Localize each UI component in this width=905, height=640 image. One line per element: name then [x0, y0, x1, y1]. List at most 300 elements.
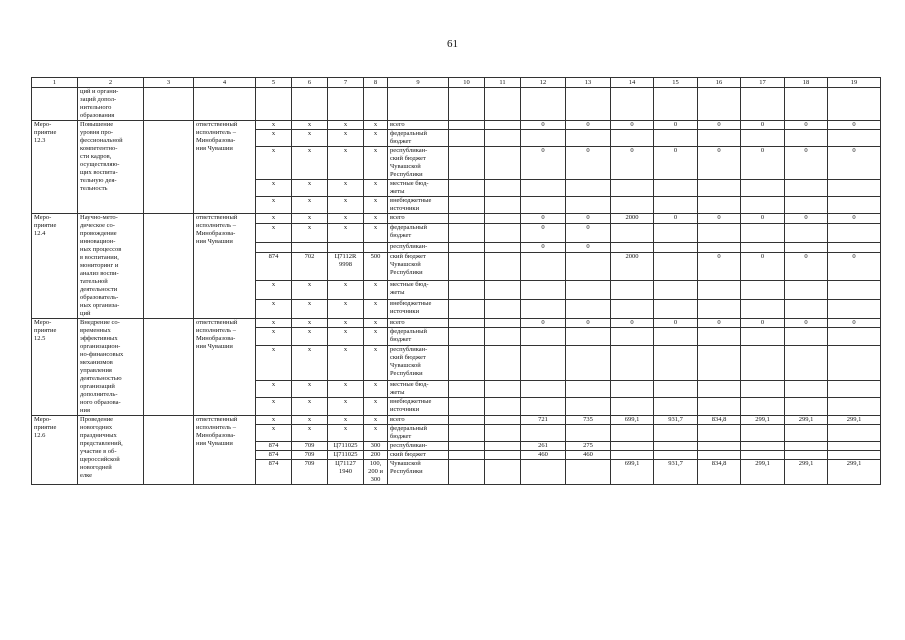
cell-year-value — [785, 425, 828, 442]
cell-vr: x — [364, 319, 388, 328]
cell-year-value — [698, 180, 741, 197]
cell-year-value — [521, 328, 566, 346]
cell-grbs: 874 — [256, 253, 292, 281]
cell-year-value — [654, 451, 698, 460]
cell-year-value — [828, 442, 881, 451]
cell-year-value — [654, 130, 698, 147]
cell-year-value: 299,1 — [741, 416, 785, 425]
cell-csr: x — [328, 299, 364, 318]
cell-grbs: x — [256, 425, 292, 442]
cell-year-value: 0 — [566, 214, 611, 224]
funding-source: внебюджетные источники — [388, 197, 449, 214]
cell-year-value — [449, 180, 485, 197]
cell-year-value: 0 — [611, 319, 654, 328]
cell-year-value — [449, 197, 485, 214]
measure-code: Меро- приятие 12.3 — [32, 121, 78, 214]
cell-year-value — [611, 224, 654, 243]
cell-grbs: x — [256, 224, 292, 243]
funding-source: местные бюд- жеты — [388, 281, 449, 300]
cell-year-value — [566, 346, 611, 380]
continuation-row — [32, 88, 881, 121]
cell-year-value — [785, 243, 828, 253]
cell-year-value — [521, 299, 566, 318]
cell-vr: x — [364, 197, 388, 214]
cell-year-value — [828, 425, 881, 442]
cell-year-value — [828, 328, 881, 346]
cell-rzpr: x — [292, 416, 328, 425]
cell-vr: x — [364, 380, 388, 398]
cell-empty — [256, 88, 292, 121]
cell-year-value — [654, 328, 698, 346]
cell-year-value — [611, 243, 654, 253]
cell-year-value — [741, 451, 785, 460]
cell-year-value — [485, 281, 521, 300]
measure-title: Повышение уровня про- фессиональной компетентно- сти кадров, осуществляю- щих воспита- тельную дея- тельность — [78, 121, 144, 214]
budget-table — [31, 77, 881, 485]
cell-year-value — [654, 346, 698, 380]
cell-rzpr: x — [292, 398, 328, 416]
cell-vr: x — [364, 299, 388, 318]
cell-year-value — [654, 243, 698, 253]
cell-year-value — [485, 224, 521, 243]
cell-year-value — [828, 243, 881, 253]
cell-year-value — [449, 398, 485, 416]
cell-year-value: 0 — [698, 121, 741, 130]
cell-rzpr: x — [292, 121, 328, 130]
cell-empty — [194, 88, 256, 121]
cell-csr: x — [328, 224, 364, 243]
cell-year-value — [449, 380, 485, 398]
cell-year-value — [449, 425, 485, 442]
cell-empty — [144, 88, 194, 121]
cell-year-value — [611, 197, 654, 214]
cell-year-value: 0 — [654, 214, 698, 224]
cell-year-value — [521, 346, 566, 380]
cell-year-value: 0 — [698, 319, 741, 328]
cell-year-value — [449, 147, 485, 180]
cell-year-value: 299,1 — [741, 460, 785, 485]
cell-year-value — [485, 121, 521, 130]
cell-year-value — [521, 253, 566, 281]
cell-year-value — [449, 328, 485, 346]
cell-year-value — [828, 224, 881, 243]
cell-csr: x — [328, 319, 364, 328]
cell-year-value — [566, 460, 611, 485]
cell-year-value: 834,8 — [698, 416, 741, 425]
cell-col3 — [144, 214, 194, 319]
cell-year-value — [741, 442, 785, 451]
cell-year-value — [741, 398, 785, 416]
funding-source: ский бюджет — [388, 451, 449, 460]
funding-source: ский бюджет Чувашской Республики — [388, 253, 449, 281]
cell-empty — [328, 88, 364, 121]
cell-year-value — [485, 214, 521, 224]
cell-vr: x — [364, 121, 388, 130]
cell-vr: x — [364, 180, 388, 197]
cell-year-value — [654, 197, 698, 214]
cell-year-value: 0 — [521, 243, 566, 253]
cell-year-value: 0 — [741, 214, 785, 224]
cell-year-value — [521, 197, 566, 214]
cell-csr — [328, 243, 364, 253]
cell-year-value — [521, 398, 566, 416]
cell-year-value — [828, 180, 881, 197]
cell-year-value: 0 — [521, 319, 566, 328]
cell-vr: x — [364, 416, 388, 425]
cell-year-value — [485, 130, 521, 147]
cell-csr: x — [328, 214, 364, 224]
cell-year-value — [449, 214, 485, 224]
cell-grbs: x — [256, 416, 292, 425]
cell-year-value: 0 — [741, 319, 785, 328]
column-header-6: 6 — [292, 78, 328, 88]
cell-year-value — [566, 380, 611, 398]
funding-source: внебюджетные источники — [388, 398, 449, 416]
funding-source: федеральный бюджет — [388, 328, 449, 346]
funding-source: федеральный бюджет — [388, 224, 449, 243]
cell-rzpr: x — [292, 425, 328, 442]
cell-year-value: 0 — [654, 319, 698, 328]
measure-title: Проведение новогодних праздничных представлений, участие в об- щероссийской новогодней елке — [78, 416, 144, 485]
cell-year-value — [485, 299, 521, 318]
column-header-1: 1 — [32, 78, 78, 88]
cell-year-value — [449, 346, 485, 380]
column-header-12: 12 — [521, 78, 566, 88]
cell-rzpr: x — [292, 380, 328, 398]
cell-rzpr: 709 — [292, 451, 328, 460]
cell-year-value — [785, 398, 828, 416]
cell-year-value: 0 — [521, 224, 566, 243]
cell-year-value: 0 — [828, 319, 881, 328]
table-row — [32, 319, 881, 328]
cell-rzpr — [292, 243, 328, 253]
cell-csr: x — [328, 398, 364, 416]
cell-year-value — [485, 451, 521, 460]
cell-year-value — [698, 130, 741, 147]
cell-col3 — [144, 121, 194, 214]
cell-csr: x — [328, 180, 364, 197]
cell-year-value — [698, 451, 741, 460]
cell-year-value — [785, 224, 828, 243]
cell-year-value — [741, 380, 785, 398]
cell-grbs: 874 — [256, 442, 292, 451]
cell-grbs: x — [256, 180, 292, 197]
cell-empty — [449, 88, 485, 121]
cell-vr: x — [364, 214, 388, 224]
cell-year-value — [485, 253, 521, 281]
cell-year-value — [785, 281, 828, 300]
cell-year-value: 2000 — [611, 253, 654, 281]
cell-year-value — [449, 281, 485, 300]
cell-year-value — [449, 416, 485, 425]
cell-vr: 100, 200 и 300 — [364, 460, 388, 485]
funding-source: федеральный бюджет — [388, 130, 449, 147]
cell-year-value — [698, 197, 741, 214]
cell-rzpr: x — [292, 319, 328, 328]
cell-vr: 300 — [364, 442, 388, 451]
cell-rzpr: x — [292, 224, 328, 243]
cell-year-value — [698, 224, 741, 243]
cell-year-value: 0 — [828, 214, 881, 224]
measure-code: Меро- приятие 12.4 — [32, 214, 78, 319]
cell-year-value — [828, 346, 881, 380]
funding-source: всего — [388, 319, 449, 328]
cell-vr: 500 — [364, 253, 388, 281]
cell-year-value: 0 — [785, 319, 828, 328]
cell-year-value — [741, 130, 785, 147]
cell-year-value — [828, 281, 881, 300]
cell-year-value: 0 — [741, 147, 785, 180]
cell-year-value — [741, 224, 785, 243]
cell-csr: x — [328, 328, 364, 346]
cell-year-value — [785, 328, 828, 346]
cell-year-value — [521, 425, 566, 442]
cell-year-value — [611, 346, 654, 380]
cell-vr: x — [364, 425, 388, 442]
cell-year-value — [698, 281, 741, 300]
cell-year-value: 0 — [611, 121, 654, 130]
cell-year-value: 0 — [566, 121, 611, 130]
cell-year-value: 0 — [698, 214, 741, 224]
cell-year-value — [698, 380, 741, 398]
column-header-18: 18 — [785, 78, 828, 88]
cell-year-value — [828, 398, 881, 416]
cell-year-value — [654, 180, 698, 197]
cell-year-value — [785, 451, 828, 460]
column-header-19: 19 — [828, 78, 881, 88]
cell-grbs: 874 — [256, 460, 292, 485]
cell-grbs: x — [256, 346, 292, 380]
cell-csr: x — [328, 121, 364, 130]
column-header-4: 4 — [194, 78, 256, 88]
cell-year-value: 0 — [521, 121, 566, 130]
cell-year-value — [611, 281, 654, 300]
funding-source: местные бюд- жеты — [388, 180, 449, 197]
cell-year-value: 460 — [566, 451, 611, 460]
cell-year-value — [698, 243, 741, 253]
cell-year-value — [485, 380, 521, 398]
funding-source: всего — [388, 416, 449, 425]
column-header-17: 17 — [741, 78, 785, 88]
cell-grbs — [256, 243, 292, 253]
cell-col3 — [144, 319, 194, 416]
cell-year-value — [828, 130, 881, 147]
cell-year-value — [654, 224, 698, 243]
cell-rzpr: x — [292, 214, 328, 224]
cell-rzpr: x — [292, 299, 328, 318]
cell-year-value: 0 — [828, 147, 881, 180]
cell-year-value — [611, 180, 654, 197]
cell-year-value — [566, 398, 611, 416]
cell-year-value — [449, 243, 485, 253]
cell-year-value — [485, 442, 521, 451]
cell-year-value — [741, 243, 785, 253]
cell-year-value — [449, 442, 485, 451]
cell-year-value: 299,1 — [828, 460, 881, 485]
cell-csr: x — [328, 346, 364, 380]
cell-csr: x — [328, 147, 364, 180]
cell-vr: x — [364, 130, 388, 147]
cell-vr: x — [364, 346, 388, 380]
cell-rzpr: x — [292, 328, 328, 346]
measure-executor: ответственный исполнитель – Минобразова- ния Чувашии — [194, 319, 256, 416]
cell-year-value — [611, 380, 654, 398]
cell-year-value: 699,1 — [611, 460, 654, 485]
cell-year-value — [828, 380, 881, 398]
cell-year-value — [741, 425, 785, 442]
cell-year-value: 0 — [785, 253, 828, 281]
cell-year-value — [485, 180, 521, 197]
cell-year-value — [566, 197, 611, 214]
cell-year-value — [485, 346, 521, 380]
cell-year-value — [698, 398, 741, 416]
cell-csr: Ц71127 1940 — [328, 460, 364, 485]
cell-vr: 200 — [364, 451, 388, 460]
cell-year-value — [828, 451, 881, 460]
cell-year-value — [566, 425, 611, 442]
cell-year-value: 931,7 — [654, 460, 698, 485]
cell-year-value — [449, 130, 485, 147]
cell-grbs: x — [256, 147, 292, 180]
cell-year-value: 0 — [785, 147, 828, 180]
cell-csr: x — [328, 130, 364, 147]
cell-year-value: 834,8 — [698, 460, 741, 485]
cell-year-value — [611, 442, 654, 451]
cell-year-value — [741, 197, 785, 214]
cell-year-value: 0 — [521, 214, 566, 224]
funding-source: республикан- ский бюджет Чувашской Республики — [388, 147, 449, 180]
cell-year-value — [654, 398, 698, 416]
cell-year-value: 0 — [611, 147, 654, 180]
funding-source: всего — [388, 121, 449, 130]
measure-executor: ответственный исполнитель – Минобразова- ния Чувашии — [194, 416, 256, 485]
cell-year-value: 460 — [521, 451, 566, 460]
page-number: 61 — [447, 38, 458, 50]
header-row — [32, 78, 881, 88]
cell-year-value — [449, 460, 485, 485]
cell-empty — [785, 88, 828, 121]
cell-grbs: x — [256, 197, 292, 214]
cell-vr: x — [364, 398, 388, 416]
cell-year-value — [828, 197, 881, 214]
cell-year-value — [566, 180, 611, 197]
cell-rzpr: x — [292, 281, 328, 300]
cell-year-value — [611, 130, 654, 147]
column-header-9: 9 — [388, 78, 449, 88]
cell-year-value: 0 — [566, 319, 611, 328]
cell-year-value: 261 — [521, 442, 566, 451]
column-header-7: 7 — [328, 78, 364, 88]
table-row — [32, 121, 881, 130]
cell-year-value — [485, 319, 521, 328]
cell-grbs: x — [256, 121, 292, 130]
cell-csr: Ц7112R 9998 — [328, 253, 364, 281]
cell-empty — [566, 88, 611, 121]
cell-year-value — [611, 299, 654, 318]
cell-year-value — [566, 130, 611, 147]
cell-grbs: x — [256, 319, 292, 328]
cell-empty — [611, 88, 654, 121]
cell-rzpr: 709 — [292, 460, 328, 485]
cell-grbs: x — [256, 380, 292, 398]
cell-year-value — [566, 328, 611, 346]
cell-year-value: 0 — [741, 121, 785, 130]
cell-year-value: 0 — [521, 147, 566, 180]
cell-empty — [654, 88, 698, 121]
cell-year-value — [785, 197, 828, 214]
cell-year-value — [449, 319, 485, 328]
column-header-14: 14 — [611, 78, 654, 88]
cell-empty — [292, 88, 328, 121]
cell-year-value: 299,1 — [785, 416, 828, 425]
cell-year-value: 299,1 — [828, 416, 881, 425]
cell-year-value: 0 — [566, 224, 611, 243]
cell-year-value: 2000 — [611, 214, 654, 224]
measure-title: Внедрение со- временных эффективных организацион- но-финансовых механизмов управления деятельностью организаций дополнитель- ного образова- ния — [78, 319, 144, 416]
cell-rzpr: x — [292, 346, 328, 380]
cell-year-value — [449, 451, 485, 460]
column-header-8: 8 — [364, 78, 388, 88]
cell-year-value — [698, 442, 741, 451]
cell-year-value — [521, 460, 566, 485]
cell-year-value — [611, 328, 654, 346]
cell-empty — [741, 88, 785, 121]
cell-csr: Ц711025 — [328, 451, 364, 460]
cell-year-value: 0 — [654, 121, 698, 130]
cell-empty — [485, 88, 521, 121]
column-header-3: 3 — [144, 78, 194, 88]
cell-year-value — [741, 346, 785, 380]
cell-year-value: 735 — [566, 416, 611, 425]
column-header-13: 13 — [566, 78, 611, 88]
cell-year-value — [449, 224, 485, 243]
funding-source: федеральный бюджет — [388, 425, 449, 442]
cell-year-value — [449, 121, 485, 130]
column-header-2: 2 — [78, 78, 144, 88]
cell-year-value — [698, 346, 741, 380]
column-header-10: 10 — [449, 78, 485, 88]
cell-vr: x — [364, 281, 388, 300]
cell-year-value — [698, 328, 741, 346]
funding-source: республикан- — [388, 243, 449, 253]
cell-year-value — [785, 442, 828, 451]
cell-csr: Ц711025 — [328, 442, 364, 451]
cell-year-value — [521, 281, 566, 300]
cell-year-value — [521, 380, 566, 398]
cell-vr — [364, 243, 388, 253]
cell-year-value — [449, 299, 485, 318]
cell-year-value — [741, 299, 785, 318]
cell-year-value — [485, 197, 521, 214]
cell-year-value — [654, 253, 698, 281]
cell-year-value: 0 — [828, 253, 881, 281]
cell-year-value — [485, 460, 521, 485]
cell-year-value — [611, 451, 654, 460]
cell-year-value — [485, 328, 521, 346]
cell-grbs: x — [256, 130, 292, 147]
cell-vr: x — [364, 328, 388, 346]
cell-code — [32, 88, 78, 121]
cell-csr: x — [328, 197, 364, 214]
cell-year-value — [741, 328, 785, 346]
cell-empty — [521, 88, 566, 121]
column-header-15: 15 — [654, 78, 698, 88]
cell-csr: x — [328, 416, 364, 425]
cell-grbs: x — [256, 328, 292, 346]
funding-source: республикан- ский бюджет Чувашской Республики — [388, 346, 449, 380]
cell-year-value: 299,1 — [785, 460, 828, 485]
table-row — [32, 416, 881, 425]
